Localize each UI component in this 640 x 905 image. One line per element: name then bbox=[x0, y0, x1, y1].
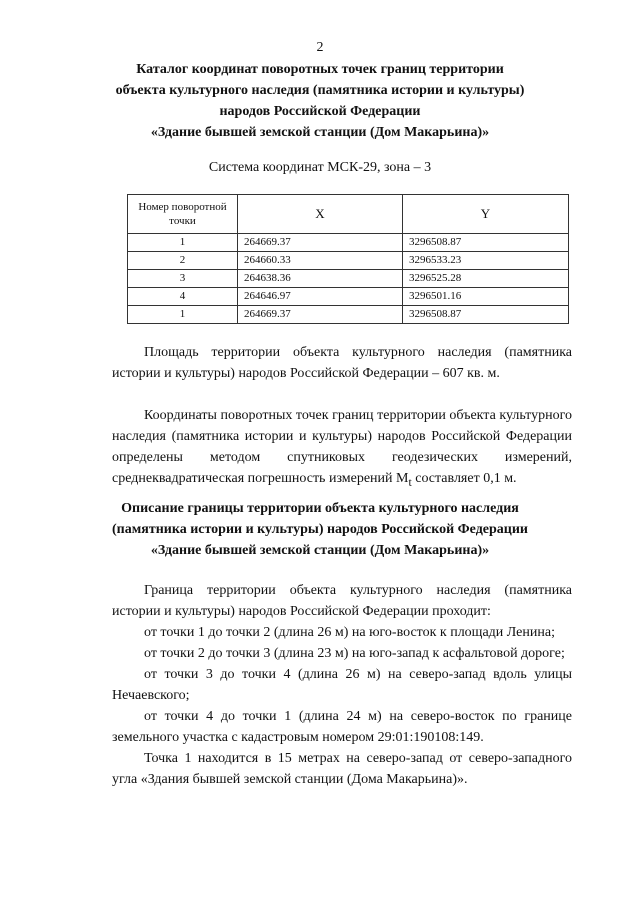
catalog-title-line: объекта культурного наследия (памятника истории и культуры) bbox=[115, 83, 525, 98]
accuracy-text-main: Координаты поворотных точек границ территории объекта культурного наследия (памятника истории и культуры) народов Российской Федерации определены методом спутниковых геодезических измерений, среднеквадратическая погрешность измерений M bbox=[112, 408, 572, 486]
boundary-segment: от точки 2 до точки 3 (длина 23 м) на юго-запад к асфальтовой дороге; bbox=[144, 646, 565, 661]
header-x: X bbox=[238, 195, 403, 234]
table-row bbox=[128, 306, 569, 324]
catalog-title-line: Каталог координат поворотных точек границ территории bbox=[136, 62, 504, 77]
cell-y: 3296508.87 bbox=[403, 306, 569, 324]
accuracy-subscript: t bbox=[408, 475, 412, 489]
cell-point: 1 bbox=[128, 306, 238, 324]
table-row bbox=[128, 252, 569, 270]
coordinate-system-label: Система координат МСК-29, зона – 3 bbox=[208, 160, 432, 175]
cell-point: 3 bbox=[128, 270, 238, 288]
cell-y: 3296525.28 bbox=[403, 270, 569, 288]
description-title bbox=[0, 498, 640, 561]
cell-point: 2 bbox=[128, 252, 238, 270]
page-number: 2 bbox=[316, 40, 324, 55]
catalog-title-line: «Здание бывшей земской станции (Дом Макарьина)» bbox=[150, 125, 490, 140]
coordinates-table bbox=[127, 194, 569, 324]
cell-x: 264669.37 bbox=[238, 306, 403, 324]
boundary-segment: от точки 1 до точки 2 (длина 26 м) на юго-восток к площади Ленина; bbox=[144, 625, 555, 640]
area-text: Площадь территории объекта культурного наследия (памятника истории и культуры) народов Российской Федерации – 607 кв. м. bbox=[112, 345, 572, 381]
header-point-number: Номер поворотной точки bbox=[128, 195, 238, 234]
table-row bbox=[128, 270, 569, 288]
cell-point: 1 bbox=[128, 234, 238, 252]
cell-x: 264669.37 bbox=[238, 234, 403, 252]
boundary-description bbox=[112, 580, 572, 790]
accuracy-paragraph bbox=[112, 405, 572, 493]
cell-x: 264638.36 bbox=[238, 270, 403, 288]
description-title-line: «Здание бывшей земской станции (Дом Макарьина)» bbox=[150, 543, 490, 558]
description-intro: Граница территории объекта культурного наследия (памятника истории и культуры) народов Российской Федерации проходит: bbox=[112, 583, 572, 619]
reference-point-text: Точка 1 находится в 15 метрах на северо-запад от северо-западного угла «Здания бывшей земской станции (Дома Макарьина)». bbox=[112, 751, 572, 787]
catalog-title bbox=[0, 59, 640, 143]
description-title-line: (памятника истории и культуры) народов Российской Федерации bbox=[112, 522, 528, 537]
catalog-title-line: народов Российской Федерации bbox=[219, 104, 421, 119]
boundary-segment: от точки 3 до точки 4 (длина 26 м) на северо-запад вдоль улицы Нечаевского; bbox=[112, 667, 572, 703]
cell-y: 3296508.87 bbox=[403, 234, 569, 252]
cell-y: 3296501.16 bbox=[403, 288, 569, 306]
cell-point: 4 bbox=[128, 288, 238, 306]
boundary-segment: от точки 4 до точки 1 (длина 24 м) на северо-восток по границе земельного участка с кадастровым номером 29:01:190108:149. bbox=[112, 709, 572, 745]
header-y: Y bbox=[403, 195, 569, 234]
accuracy-text bbox=[112, 405, 572, 493]
table-row bbox=[128, 288, 569, 306]
accuracy-text-end: составляет 0,1 м. bbox=[411, 471, 517, 486]
area-paragraph bbox=[112, 342, 572, 384]
cell-y: 3296533.23 bbox=[403, 252, 569, 270]
cell-x: 264660.33 bbox=[238, 252, 403, 270]
table-row bbox=[128, 234, 569, 252]
table-header-row bbox=[128, 195, 569, 234]
description-title-line: Описание границы территории объекта культурного наследия bbox=[121, 501, 519, 516]
cell-x: 264646.97 bbox=[238, 288, 403, 306]
